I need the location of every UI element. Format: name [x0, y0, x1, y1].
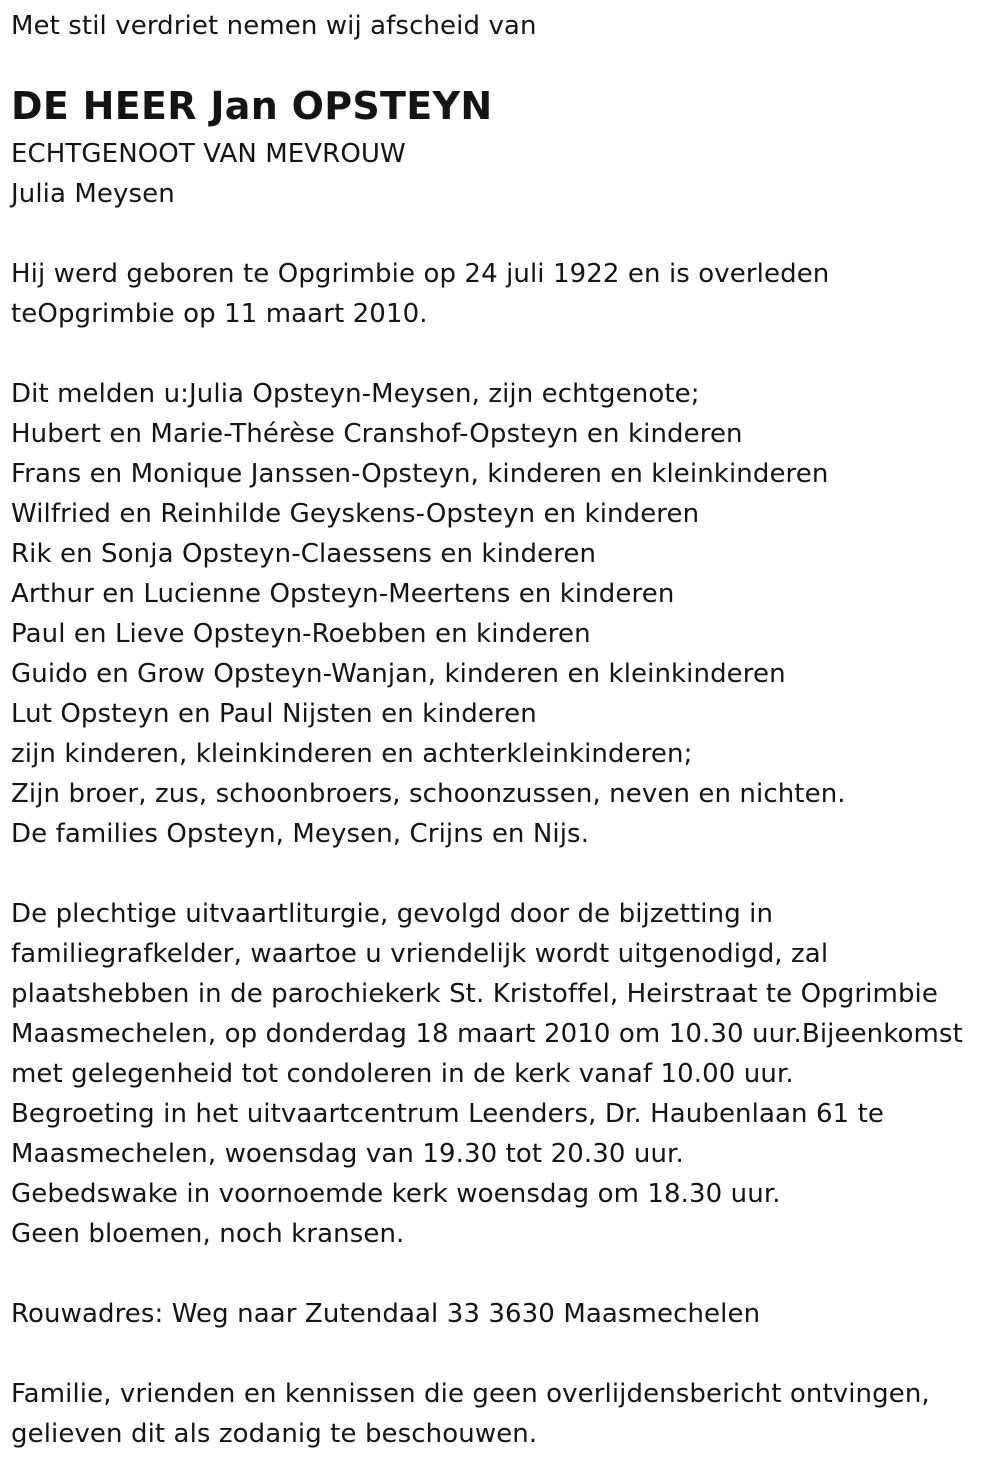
paragraph-line: teOpgrimbie op 11 maart 2010. — [11, 299, 428, 329]
mourning-address — [11, 1294, 760, 1334]
family-line: Wilfried en Reinhilde Geyskens-Opsteyn en kinderen — [11, 499, 700, 529]
family-line: Rik en Sonja Opsteyn-Claessens en kinderen — [11, 539, 597, 569]
birth-death-paragraph — [11, 254, 829, 334]
family-line: Hubert en Marie-Thérèse Cranshof-Opsteyn en kinderen — [11, 419, 743, 449]
funeral-service-paragraph — [11, 894, 963, 1254]
service-line: Gebedswake in voornoemde kerk woensdag om 18.30 uur. — [11, 1179, 781, 1209]
address-text: Rouwadres: Weg naar Zutendaal 33 3630 Maasmechelen — [11, 1299, 761, 1329]
family-line: Zijn broer, zus, schoonbroers, schoonzussen, neven en nichten. — [11, 779, 846, 809]
family-line: De families Opsteyn, Meysen, Crijns en Nijs. — [11, 819, 590, 849]
closing-line: Familie, vrienden en kennissen die geen overlijdensbericht ontvingen, — [11, 1379, 930, 1409]
family-list — [11, 374, 846, 854]
family-line: Frans en Monique Janssen-Opsteyn, kinderen en kleinkinderen — [11, 459, 829, 489]
family-line: Guido en Grow Opsteyn-Wanjan, kinderen en kleinkinderen — [11, 659, 786, 689]
intro-text: Met stil verdriet nemen wij afscheid van — [11, 11, 537, 41]
spouse-name: Julia Meysen — [11, 179, 175, 209]
closing-line: gelieven dit als zodanig te beschouwen. — [11, 1419, 538, 1449]
service-line: familiegrafkelder, waartoe u vriendelijk wordt uitgenodigd, zal — [11, 939, 829, 969]
deceased-name: DE HEER Jan OPSTEYN — [11, 84, 493, 128]
closing-paragraph — [11, 1374, 930, 1454]
paragraph-line: Hij werd geboren te Opgrimbie op 24 juli 1922 en is overleden — [11, 259, 830, 289]
service-line: met gelegenheid tot condoleren in de kerk vanaf 10.00 uur. — [11, 1059, 794, 1089]
relation-text: ECHTGENOOT VAN MEVROUW — [11, 139, 406, 169]
family-line: Paul en Lieve Opsteyn-Roebben en kinderen — [11, 619, 591, 649]
family-line: Dit melden u:Julia Opsteyn-Meysen, zijn echtgenote; — [11, 379, 700, 409]
family-line: Lut Opsteyn en Paul Nijsten en kinderen — [11, 699, 537, 729]
service-line: Geen bloemen, noch kransen. — [11, 1219, 405, 1249]
family-line: Arthur en Lucienne Opsteyn-Meertens en kinderen — [11, 579, 675, 609]
service-line: Maasmechelen, woensdag van 19.30 tot 20.30 uur. — [11, 1139, 684, 1169]
spouse-block — [11, 134, 406, 214]
service-line: plaatshebben in de parochiekerk St. Kristoffel, Heirstraat te Opgrimbie — [11, 979, 938, 1009]
service-line: Maasmechelen, op donderdag 18 maart 2010 om 10.30 uur.Bijeenkomst — [11, 1019, 963, 1049]
service-line: Begroeting in het uitvaartcentrum Leenders, Dr. Haubenlaan 61 te — [11, 1099, 885, 1129]
service-line: De plechtige uitvaartliturgie, gevolgd door de bijzetting in — [11, 899, 774, 929]
family-line: zijn kinderen, kleinkinderen en achterkleinkinderen; — [11, 739, 693, 769]
